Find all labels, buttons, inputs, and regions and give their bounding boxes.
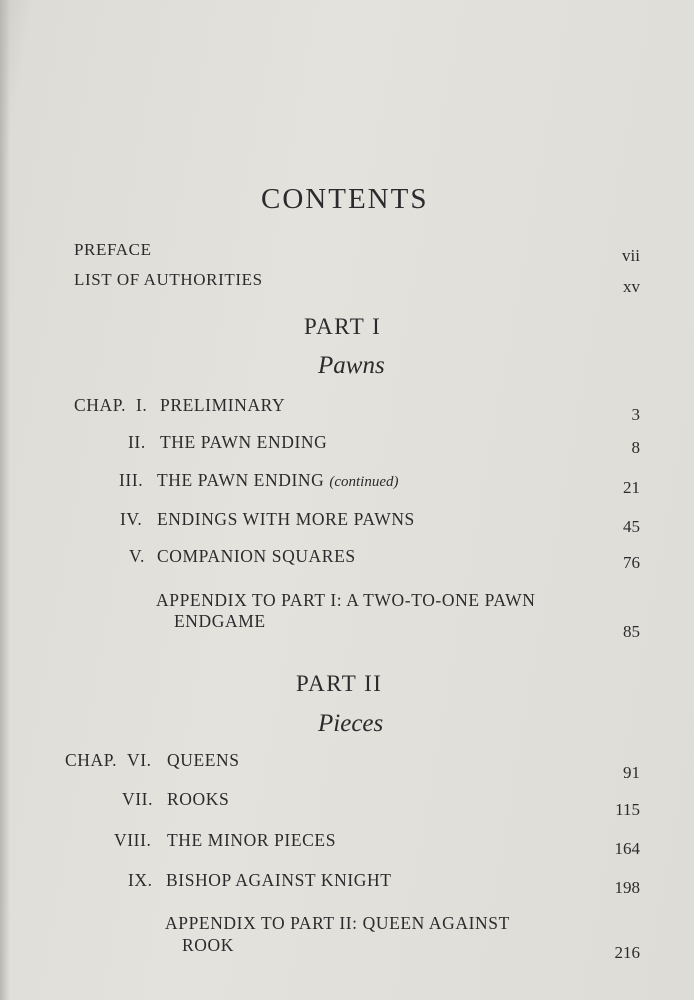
part-heading: PART I: [304, 314, 382, 339]
chapter-page: 91: [623, 763, 640, 782]
chapter-number: VIII.: [114, 830, 152, 850]
page-gutter-shadow: [0, 0, 10, 1000]
chapter-prefix: CHAP.: [65, 750, 118, 770]
appendix-title: APPENDIX TO PART II: QUEEN AGAINST: [165, 913, 510, 933]
chapter-number: III.: [119, 470, 144, 490]
chapter-number: VI.: [127, 750, 152, 770]
chapter-page: 8: [631, 438, 640, 457]
toc-page-authorities: xv: [623, 277, 640, 296]
part-heading: PART II: [296, 671, 383, 696]
chapter-page: 198: [614, 878, 640, 897]
chapter-page: 21: [623, 478, 640, 497]
chapter-title: QUEENS: [167, 750, 240, 770]
chapter-title-note: (continued): [329, 474, 399, 490]
toc-entry-authorities: LIST OF AUTHORITIES: [74, 270, 263, 289]
chapter-prefix: CHAP.: [74, 395, 127, 415]
appendix-title: APPENDIX TO PART I: A TWO-TO-ONE PAWN: [156, 590, 536, 610]
chapter-page: 3: [631, 405, 640, 424]
chapter-page: 115: [615, 800, 640, 819]
appendix-title-continued: ROOK: [182, 935, 234, 955]
chapter-page: 76: [623, 553, 640, 572]
chapter-title: ROOKS: [167, 789, 230, 809]
chapter-number: IX.: [128, 870, 153, 890]
toc-page-preface: vii: [622, 246, 640, 265]
chapter-number: V.: [129, 546, 145, 566]
appendix-page: 216: [614, 943, 640, 962]
chapter-page: 45: [623, 517, 640, 536]
page-title: CONTENTS: [261, 183, 429, 215]
chapter-title: [157, 470, 398, 491]
chapter-number: IV.: [120, 509, 143, 529]
appendix-title-continued: ENDGAME: [174, 611, 266, 631]
chapter-title: THE PAWN ENDING: [160, 432, 328, 452]
chapter-number: I.: [136, 395, 148, 415]
chapter-number: VII.: [122, 789, 154, 809]
part-subtitle: Pieces: [318, 710, 384, 737]
part-subtitle: Pawns: [318, 352, 385, 379]
chapter-number: II.: [128, 432, 146, 452]
chapter-title-text: THE PAWN ENDING: [157, 470, 325, 490]
chapter-page: 164: [614, 839, 640, 858]
chapter-title: THE MINOR PIECES: [167, 830, 337, 850]
chapter-title: ENDINGS WITH MORE PAWNS: [157, 509, 415, 529]
toc-entry-preface: PREFACE: [74, 240, 152, 259]
chapter-title: BISHOP AGAINST KNIGHT: [166, 870, 392, 890]
chapter-title: COMPANION SQUARES: [157, 546, 356, 566]
chapter-title: PRELIMINARY: [160, 395, 286, 415]
appendix-page: 85: [623, 622, 640, 641]
